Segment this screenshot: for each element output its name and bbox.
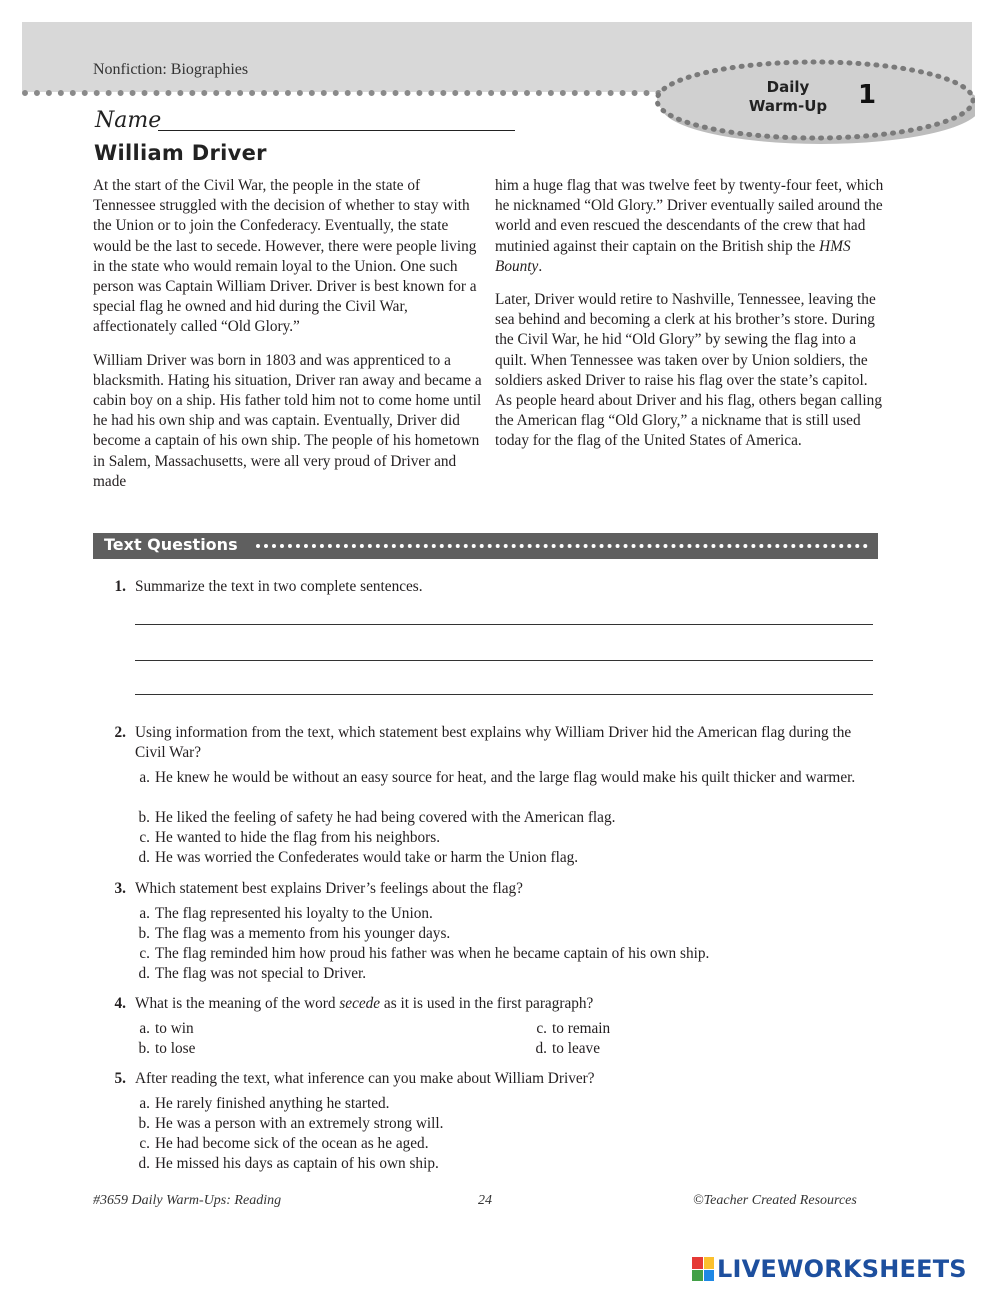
liveworksheets-wordmark: LIVEWORKSHEETS xyxy=(717,1255,967,1283)
passage-paragraph: him a huge flag that was twelve feet by twenty-four feet, which he nicknamed “Old Glory.” Driver eventually sailed around the world and even rescued the descendants of the crew that had mutinied against their captain on the British ship the HMS Bounty. xyxy=(495,177,884,275)
passage-right-column xyxy=(495,176,885,465)
question-3: 3. Which statement best explains Driver’s feelings about the flag? a. The flag represented his loyalty to the Union. b. The flag was a memento from his younger days. c. The flag reminded him how proud his father was when he became captain of his own ship. d. The flag was not special to Driver. xyxy=(110,879,880,984)
passage-left-column xyxy=(93,176,483,505)
question-2: 2. Using information from the text, which statement best explains why William Driver hid the American flag during the Civil War? a. He knew he would be without an easy source for heat, and the large flag would make his quilt thicker and warmer. b. He liked the feeling of safety he had being covered with the American flag. c. He wanted to hide the flag from his neighbors. d. He was worried the Confederates would take or harm the Union flag. xyxy=(110,723,880,865)
footer-page-number: 24 xyxy=(478,1193,492,1208)
passage-paragraph: At the start of the Civil War, the people in the state of Tennessee struggled with the decision of whether to stay with the Union or to join the Confederacy. Eventually, the state would be the last to secede. However, there were people living in the state who would remain loyal to the Union. One such person was Captain William Driver. Driver is best known for a special flag he owned and hid during the Civil War, affectionately called “Old Glory.” xyxy=(93,177,477,336)
page-title: William Driver xyxy=(94,141,267,165)
name-label: Name xyxy=(95,108,162,133)
answer-line[interactable] xyxy=(135,660,873,661)
answer-line[interactable] xyxy=(135,624,873,625)
passage-paragraph: William Driver was born in 1803 and was apprenticed to a blacksmith. Hating his situation, Driver ran away and became a cabin boy on a ship. His father told him not to come home until he had his own ship and was captain. Eventually, Driver did become a captain of his own ship. The people of his hometown in Salem, Massachusetts, were all very proud of Driver and made xyxy=(93,351,482,490)
footer-book-title: #3659 Daily Warm-Ups: Reading xyxy=(93,1193,282,1208)
question-text: What is the meaning of the word secede as it is used in the first paragraph? xyxy=(135,995,594,1012)
badge-number: 1 xyxy=(858,80,877,110)
header-dotted-rule xyxy=(22,90,662,96)
footer-copyright: ©Teacher Created Resources xyxy=(693,1193,857,1208)
question-text: After reading the text, what inference can you make about William Driver? xyxy=(135,1070,595,1087)
liveworksheets-icon xyxy=(692,1257,714,1281)
question-5: 5. After reading the text, what inference can you make about William Driver? a. He rarely finished anything he started. b. He was a person with an extremely strong will. c. He had become sick of the ocean as he aged. d. He missed his days as captain of his own ship. xyxy=(110,1069,880,1174)
text-questions-dots xyxy=(256,544,868,548)
ship-name: HMS Bounty xyxy=(495,237,851,275)
section-label: Nonfiction: Biographies xyxy=(93,61,249,78)
text-questions-title: Text Questions xyxy=(104,535,238,554)
question-text: Which statement best explains Driver’s feelings about the flag? xyxy=(135,880,523,897)
name-input-line[interactable] xyxy=(158,130,515,131)
question-4: 4. What is the meaning of the word secede as it is used in the first paragraph? a. to win b. to lose c. to remain d. to leave xyxy=(110,994,880,1059)
question-1: 1. Summarize the text in two complete sentences. xyxy=(110,577,880,599)
question-text: Using information from the text, which statement best explains why William Driver hid the American flag during the Civil War? xyxy=(135,724,852,762)
answer-line[interactable] xyxy=(135,694,873,695)
question-text: Summarize the text in two complete sentences. xyxy=(135,578,423,595)
badge-label: Daily Warm-Up xyxy=(748,78,828,115)
liveworksheets-logo[interactable] xyxy=(692,1255,967,1283)
vocab-word: secede xyxy=(339,995,381,1012)
passage-paragraph: Later, Driver would retire to Nashville, Tennessee, leaving the sea behind and becoming a clerk at his brother’s store. During the Civil War, he hid “Old Glory” by sewing the flag into a quilt. When Tennessee was taken over by Union soldiers, the soldiers asked Driver to raise his flag over the state’s capitol. As people heard about Driver and his flag, others began calling the American flag “Old Glory,” a nickname that is still used today for the flag of the United States of America. xyxy=(495,291,882,450)
